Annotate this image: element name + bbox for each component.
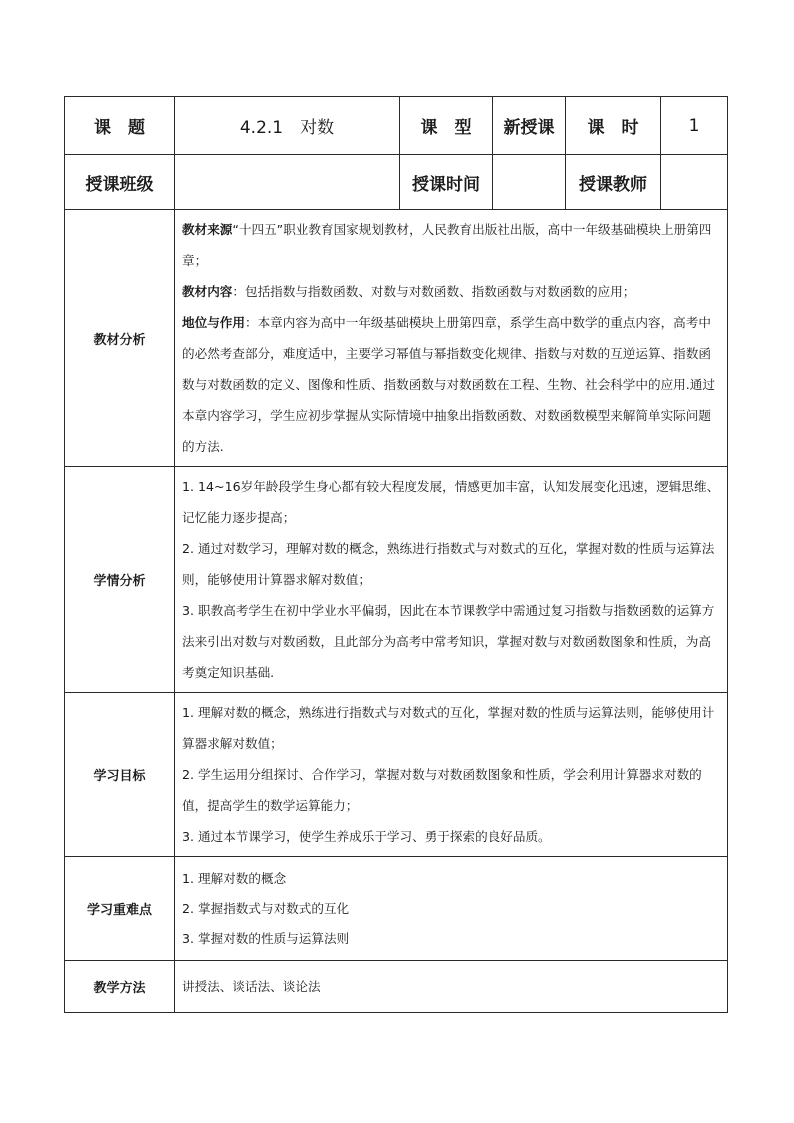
key-points-label: 学习重难点 — [65, 857, 175, 961]
goals-content — [175, 693, 728, 857]
material-content-key: 教材内容 — [182, 284, 233, 299]
time-value — [493, 155, 566, 210]
type-label: 课 型 — [400, 97, 493, 155]
topic-value: 4.2.1 对数 — [175, 97, 400, 155]
goals-item-1: 1. 理解对数的概念，熟练进行指数式与对数式的互化，掌握对数的性质与运算法则，能够使用计算器求解对数值； — [182, 705, 715, 751]
key-point-item-2: 2. 掌握指数式与对数式的互化 — [182, 900, 350, 916]
section-methods — [65, 961, 728, 1013]
learner-label: 学情分析 — [65, 467, 175, 693]
material-content — [175, 210, 728, 467]
teacher-value — [661, 155, 728, 210]
section-key-points — [65, 857, 728, 961]
class-label: 授课班级 — [65, 155, 175, 210]
goals-item-3: 3. 通过本节课学习，使学生养成乐于学习、勇于探索的良好品质。 — [182, 829, 551, 844]
material-source-key: 教材来源 — [182, 222, 233, 237]
material-content-line — [182, 276, 720, 307]
material-label: 教材分析 — [65, 210, 175, 467]
material-position-key: 地位与作用 — [182, 315, 245, 330]
material-position — [182, 307, 720, 462]
key-point-item-3: 3. 掌握对数的性质与运算法则 — [182, 930, 350, 946]
methods-content: 讲授法、谈话法、谈论法 — [175, 961, 728, 1013]
header-row-1 — [65, 97, 728, 155]
period-label: 课 时 — [566, 97, 661, 155]
material-source-text: “十四五”职业教育国家规划教材，人民教育出版社出版，高中一年级基础模块上册第四章； — [182, 222, 712, 268]
header-row-2 — [65, 155, 728, 210]
time-label: 授课时间 — [400, 155, 493, 210]
learner-item-3: 3. 职教高考学生在初中学业水平偏弱，因此在本节课教学中需通过复习指数与指数函数的运算方法来引出对数与对数函数，且此部分为高考中常考知识，掌握对数与对数函数图象和性质，为高考奠定知识基础. — [182, 603, 715, 680]
section-material — [65, 210, 728, 467]
learner-content — [175, 467, 728, 693]
methods-label: 教学方法 — [65, 961, 175, 1013]
key-points-content — [175, 857, 728, 961]
teacher-label: 授课教师 — [566, 155, 661, 210]
learner-item-1: 1. 14~16岁年龄段学生身心都有较大程度发展，情感更加丰富，认知发展变化迅速，逻辑思维、记忆能力逐步提高； — [182, 479, 720, 525]
learner-item-2: 2. 通过对数学习，理解对数的概念，熟练进行指数式与对数式的互化，掌握对数的性质与运算法则，能够使用计算器求解对数值； — [182, 541, 715, 587]
section-goals — [65, 693, 728, 857]
goals-label: 学习目标 — [65, 693, 175, 857]
material-content-text: ：包括指数与指数函数、对数与对数函数、指数函数与对数函数的应用； — [232, 284, 636, 299]
topic-label: 课 题 — [65, 97, 175, 155]
key-point-item-1: 1. 理解对数的概念 — [182, 870, 287, 886]
class-value — [175, 155, 400, 210]
lesson-plan-table — [64, 96, 728, 1013]
type-value: 新授课 — [493, 97, 566, 155]
section-learner — [65, 467, 728, 693]
period-value: 1 — [661, 97, 728, 155]
goals-item-2: 2. 学生运用分组探讨、合作学习，掌握对数与对数函数图象和性质，学会利用计算器求对数的值，提高学生的数学运算能力； — [182, 767, 702, 813]
material-position-text: ：本章内容为高中一年级基础模块上册第四章，系学生高中数学的重点内容，高考中的必然考查部分，难度适中，主要学习幂值与幂指数变化规律、指数与对数的互逆运算、指数函数与对数函数的定义、图像和性质、指数函数与对数函数在工程、生物、社会科学中的应用.通过本章内容学习，学生应初步掌握从实际情境中抽象出指数函数、对数函数模型来解简单实际问题的方法. — [182, 315, 715, 454]
material-source — [182, 214, 720, 276]
